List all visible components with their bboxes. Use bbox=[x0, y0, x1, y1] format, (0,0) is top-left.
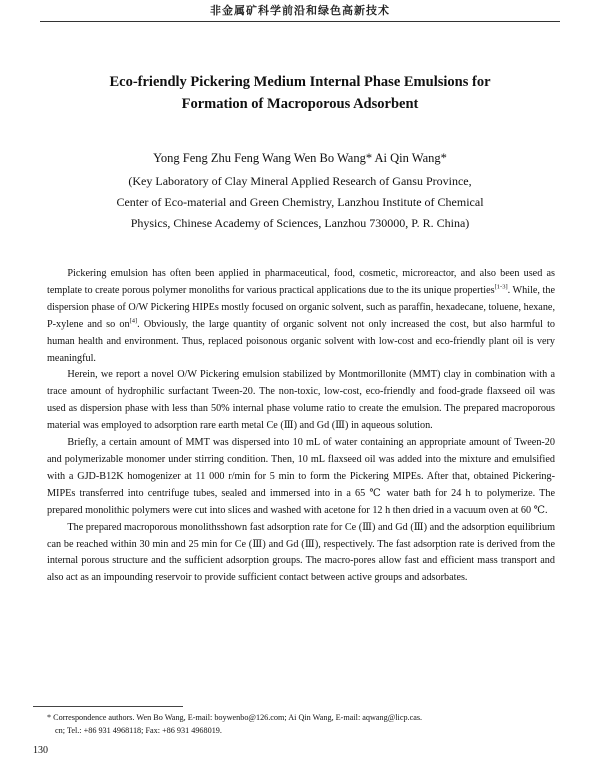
affiliation bbox=[40, 171, 560, 234]
paragraph-1-part-b: . While, the dispersion phase of O/W Pickering HIPEs mostly focused on organic solvent, such as paraffin, hexadecane, toluene, hexane, P-xylene and so on bbox=[47, 284, 555, 330]
paragraph-1-part-a: Pickering emulsion has often been applied in pharmaceutical, food, cosmetic, microreactor, and also been used as template to create porous polymer monoliths for various practical applications due to the its unique properties bbox=[47, 268, 555, 296]
affiliation-line-2: Center of Eco-material and Green Chemistry, Lanzhou Institute of Chemical bbox=[116, 195, 484, 209]
paragraph-1-part-c: . Obviously, the large quantity of organic solvent not only increased the cost, but also harmful to human health and environment. Thus, replaced poisonous organic solvent with low-cost and eco-friendly plant oil is very meaningful. bbox=[47, 318, 555, 364]
running-header: 非金属矿科学前沿和绿色高新技术 bbox=[210, 4, 390, 17]
citation-2: [4] bbox=[129, 317, 138, 325]
affiliation-line-1: (Key Laboratory of Clay Mineral Applied Research of Gansu Province, bbox=[128, 174, 472, 188]
body-text bbox=[47, 266, 555, 587]
paragraph-1 bbox=[47, 266, 555, 367]
footnote bbox=[47, 711, 555, 737]
authors: Yong Feng Zhu Feng Wang Wen Bo Wang* Ai Qin Wang* bbox=[153, 151, 447, 165]
page-number: 130 bbox=[33, 745, 48, 756]
paragraph-2: Herein, we report a novel O/W Pickering emulsion stabilized by Montmorillonite (MMT) clay in combination with a trace amount of hydrophilic surfactant Tween-20. The non-toxic, low-cost, eco-friendly and food-grade flaxseed oil was used as dispersion phase with less than 50% internal phase volume ratio to create the emulsion. The prepared macroporous material was employed to adsorption rare earth metal Ce (Ⅲ) and Gd (Ⅲ) in aqueous solution. bbox=[47, 369, 555, 432]
paragraph-4: The prepared macroporous monolithsshown fast adsorption rate for Ce (Ⅲ) and Gd (Ⅲ) and the adsorption equilibrium can be reached within 30 min and 25 min for Ce (Ⅲ) and Gd (Ⅲ), respectively. The fast adsorption rate is derived from the internal porous structure and the sufficient adsorption groups. The macro-pores allow fast and efficient mass transport and also act as an impounding reservoir to provide sufficient contact between active groups and adsorbates. bbox=[47, 521, 555, 584]
affiliation-line-3: Physics, Chinese Academy of Sciences, Lanzhou 730000, P. R. China) bbox=[130, 216, 470, 230]
footnote-line-2: cn; Tel.: +86 931 4968118; Fax: +86 931 4968019. bbox=[55, 726, 222, 735]
citation-1: [1-3] bbox=[494, 283, 508, 291]
paragraph-3: Briefly, a certain amount of MMT was dispersed into 10 mL of water containing an appropriate amount of Tween-20 and polymerizable monomer under stirring condition. Then, 10 mL flaxseed oil was added into the mixture and emulsified with a GJD-B12K homogenizer at 11 000 r/min for 5 min to form the Pickering MIPEs. After that, obtained Pickering-MIPEs transferred into centrifuge tubes, sealed and immersed into in a 65 ℃ water bath for 24 h to polymerize. The prepared monolithic polymers were cut into slices and washed with acetone for 12 h then dried in a vacuum oven at 60 ℃. bbox=[47, 437, 555, 516]
header-rule bbox=[40, 21, 560, 22]
paper-title bbox=[40, 71, 560, 115]
title-line-1: Eco-friendly Pickering Medium Internal Phase Emulsions for bbox=[109, 74, 491, 90]
footnote-rule bbox=[33, 706, 183, 707]
title-line-2: Formation of Macroporous Adsorbent bbox=[181, 96, 419, 112]
footnote-line-1: * Correspondence authors. Wen Bo Wang, E-mail: boywenbo@126.com; Ai Qin Wang, E-mail: aqwang@licp.cas. bbox=[47, 713, 423, 722]
